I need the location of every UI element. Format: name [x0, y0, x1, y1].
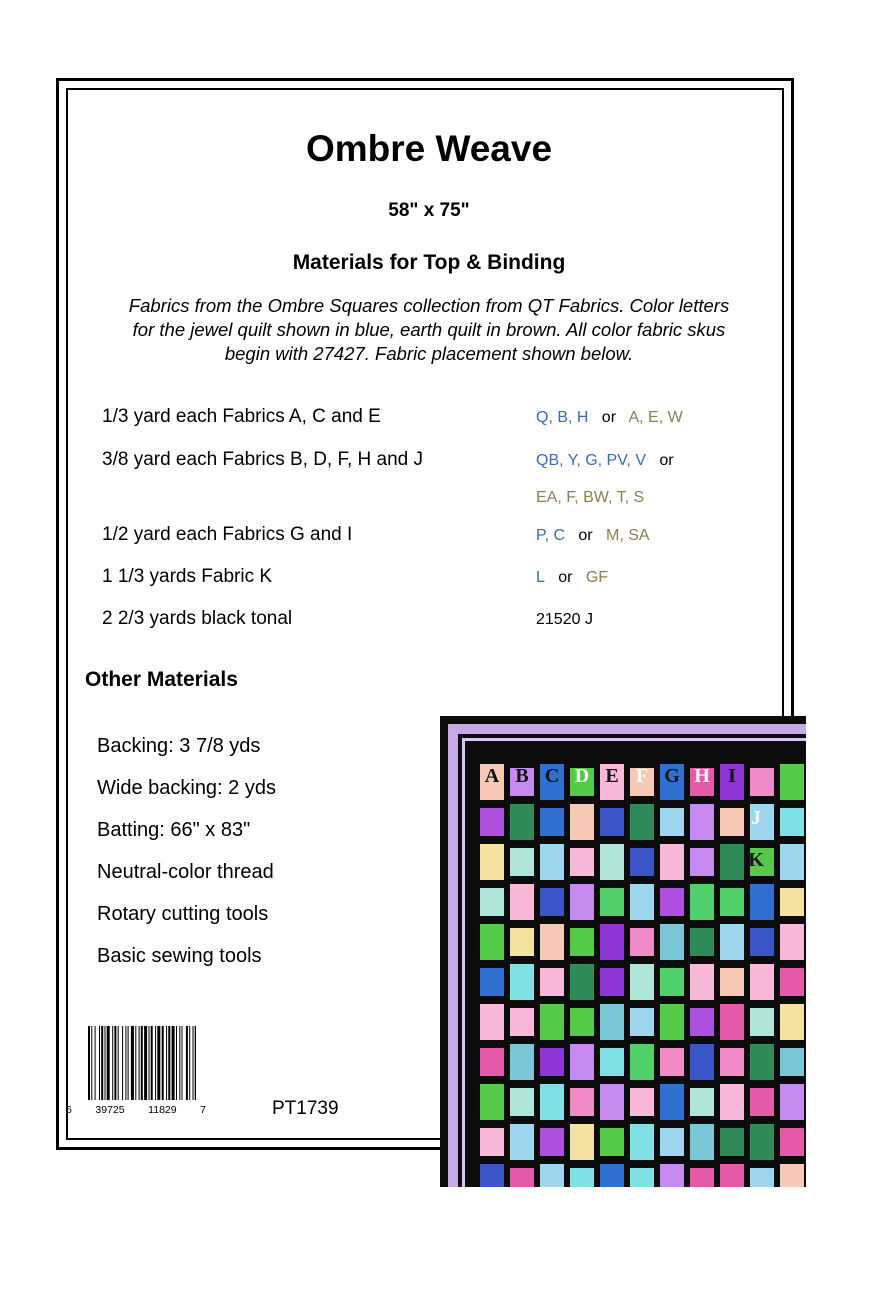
quilt-block — [780, 844, 804, 880]
quilt-block — [720, 844, 744, 880]
quilt-block — [660, 1128, 684, 1156]
quilt-block — [630, 1168, 654, 1187]
other-item: Batting: 66" x 83" — [97, 819, 251, 841]
material-sku — [536, 569, 608, 587]
material-item: 1/2 yard each Fabrics G and I — [102, 524, 353, 545]
quilt-block — [540, 1128, 564, 1156]
quilt-size: 58" x 75" — [388, 200, 470, 221]
quilt-block — [750, 964, 774, 1000]
description-line: for the jewel quilt shown in blue, earth quilt in brown. All color fabric skus — [132, 319, 726, 340]
quilt-block — [510, 1088, 534, 1116]
quilt-block — [720, 1084, 744, 1120]
quilt-block — [750, 1008, 774, 1036]
quilt-block — [690, 884, 714, 920]
quilt-border — [448, 724, 806, 734]
quilt-block — [660, 844, 684, 880]
quilt-block — [510, 1044, 534, 1080]
quilt-block — [750, 884, 774, 920]
material-item: 1/3 yard each Fabrics A, C and E — [102, 406, 381, 427]
quilt-block — [780, 888, 804, 916]
quilt-block — [630, 1044, 654, 1080]
quilt-border — [462, 738, 806, 741]
quilt-block — [720, 1048, 744, 1076]
or-text: or — [558, 569, 573, 586]
description — [78, 294, 780, 366]
quilt-block — [690, 964, 714, 1000]
quilt-block — [480, 1004, 504, 1040]
jewel-sku: QB, Y, G, PV, V — [536, 452, 646, 469]
quilt-block — [600, 844, 624, 880]
quilt-block — [480, 968, 504, 996]
quilt-border — [448, 724, 458, 1187]
quilt-block — [690, 1044, 714, 1080]
quilt-block — [720, 924, 744, 960]
quilt-block — [540, 1164, 564, 1187]
quilt-block — [480, 888, 504, 916]
barcode-digit: 7 — [200, 1104, 206, 1116]
quilt-block — [510, 964, 534, 1000]
quilt-block — [600, 888, 624, 916]
quilt-block — [540, 808, 564, 836]
quilt-block — [510, 848, 534, 876]
quilt-block — [660, 1164, 684, 1187]
quilt-block — [510, 804, 534, 840]
quilt-letter-label: A — [484, 765, 500, 787]
earth-sku: GF — [585, 569, 609, 586]
quilt-block — [480, 1128, 504, 1156]
quilt-block — [600, 1164, 624, 1187]
pattern-code: PT1739 — [272, 1098, 339, 1119]
quilt-letter-label: D — [574, 765, 590, 787]
quilt-block — [750, 768, 774, 796]
quilt-block — [570, 884, 594, 920]
quilt-block — [540, 1048, 564, 1076]
quilt-block — [630, 1008, 654, 1036]
quilt-block — [720, 1164, 744, 1187]
quilt-block — [510, 1008, 534, 1036]
quilt-block — [750, 928, 774, 956]
barcode-digit: 11829 — [148, 1104, 177, 1116]
material-item: 2 2/3 yards black tonal — [102, 608, 293, 629]
quilt-block — [750, 1088, 774, 1116]
quilt-block — [690, 804, 714, 840]
quilt-block — [690, 1124, 714, 1160]
jewel-sku: Q, B, H — [536, 409, 589, 426]
quilt-block — [780, 1084, 804, 1120]
quilt-block — [540, 888, 564, 916]
or-text: or — [659, 452, 674, 469]
other-item: Basic sewing tools — [97, 945, 262, 967]
earth-sku: M, SA — [605, 527, 650, 544]
description-line: begin with 27427. Fabric placement shown below. — [224, 343, 634, 364]
quilt-block — [780, 808, 804, 836]
material-sku — [536, 527, 650, 545]
quilt-block — [540, 924, 564, 960]
quilt-block — [600, 808, 624, 836]
quilt-block — [630, 928, 654, 956]
quilt-letter-label: K — [748, 849, 764, 871]
quilt-block — [720, 968, 744, 996]
quilt-block — [780, 1004, 804, 1040]
black-tonal-sku: 21520 J — [536, 611, 593, 628]
quilt-block — [540, 844, 564, 880]
quilt-border — [462, 738, 465, 1187]
other-item: Neutral-color thread — [97, 861, 274, 883]
quilt-block — [480, 924, 504, 960]
quilt-letter-label: C — [544, 765, 560, 787]
quilt-block — [600, 1084, 624, 1120]
barcode-digit: 39725 — [95, 1104, 125, 1116]
quilt-block — [600, 1048, 624, 1076]
quilt-block — [630, 804, 654, 840]
earth-sku: EA, F, BW, T, S — [536, 489, 645, 506]
quilt-block — [570, 1124, 594, 1160]
quilt-block — [660, 924, 684, 960]
quilt-block — [660, 1048, 684, 1076]
description-line: Fabrics from the Ombre Squares collection from QT Fabrics. Color letters — [128, 295, 730, 316]
quilt-block — [510, 884, 534, 920]
pattern-title: Ombre Weave — [305, 128, 553, 169]
quilt-block — [630, 964, 654, 1000]
quilt-block — [600, 924, 624, 960]
quilt-block — [750, 1044, 774, 1080]
quilt-block — [480, 844, 504, 880]
quilt-letter-label: J — [751, 807, 761, 829]
quilt-block — [660, 888, 684, 916]
other-item: Wide backing: 2 yds — [97, 777, 276, 799]
barcode-digits — [66, 1104, 206, 1116]
quilt-block — [510, 1168, 534, 1187]
jewel-sku: P, C — [536, 527, 566, 544]
quilt-block — [540, 1084, 564, 1120]
quilt-block — [540, 968, 564, 996]
quilt-block — [720, 1004, 744, 1040]
jewel-sku: L — [536, 569, 545, 586]
other-item: Rotary cutting tools — [97, 903, 269, 925]
quilt-block — [780, 968, 804, 996]
quilt-block — [780, 1164, 804, 1187]
quilt-block — [720, 1128, 744, 1156]
material-sku — [536, 409, 683, 427]
material-sku — [536, 452, 674, 470]
other-item: Backing: 3 7/8 yds — [97, 735, 261, 757]
material-sku-continued — [536, 489, 644, 507]
quilt-block — [630, 884, 654, 920]
quilt-block — [510, 928, 534, 956]
quilt-letter-label: G — [664, 765, 680, 787]
quilt-letter-label: H — [694, 765, 710, 787]
quilt-block — [660, 808, 684, 836]
quilt-block — [780, 764, 804, 800]
quilt-block — [600, 968, 624, 996]
quilt-block — [780, 1128, 804, 1156]
quilt-letter-label: B — [515, 765, 529, 787]
quilt-block — [750, 1124, 774, 1160]
quilt-block — [480, 808, 504, 836]
quilt-block — [540, 1004, 564, 1040]
quilt-block — [570, 1088, 594, 1116]
quilt-block — [690, 928, 714, 956]
quilt-block — [720, 808, 744, 836]
quilt-block — [570, 1044, 594, 1080]
quilt-block — [630, 1124, 654, 1160]
quilt-block — [660, 1084, 684, 1120]
quilt-block — [690, 1008, 714, 1036]
quilt-block — [630, 1088, 654, 1116]
quilt-block — [570, 964, 594, 1000]
quilt-photo — [440, 716, 806, 1187]
quilt-block — [570, 804, 594, 840]
quilt-letter-label: F — [635, 765, 649, 787]
quilt-block — [600, 1128, 624, 1156]
quilt-block — [480, 1084, 504, 1120]
quilt-block — [570, 928, 594, 956]
material-item: 3/8 yard each Fabrics B, D, F, H and J — [102, 449, 424, 470]
quilt-block — [690, 1088, 714, 1116]
quilt-block — [720, 888, 744, 916]
material-item: 1 1/3 yards Fabric K — [102, 566, 273, 587]
quilt-block — [630, 848, 654, 876]
quilt-block — [570, 848, 594, 876]
quilt-block — [780, 1048, 804, 1076]
quilt-block — [690, 848, 714, 876]
quilt-block — [600, 1004, 624, 1040]
earth-sku: A, E, W — [628, 409, 683, 426]
quilt-block — [570, 1008, 594, 1036]
quilt-letter-label: E — [605, 765, 619, 787]
material-sku — [536, 611, 593, 629]
materials-heading: Materials for Top & Binding — [292, 251, 566, 274]
quilt-block — [480, 1164, 504, 1187]
quilt-block — [570, 1168, 594, 1187]
quilt-block — [510, 1124, 534, 1160]
quilt-block — [780, 924, 804, 960]
barcode-digit: 6 — [66, 1104, 72, 1116]
quilt-block — [660, 1004, 684, 1040]
quilt-block — [660, 968, 684, 996]
quilt-block — [480, 1048, 504, 1076]
quilt-block — [690, 1168, 714, 1187]
quilt-letter-label: I — [728, 765, 736, 787]
or-text: or — [601, 409, 617, 426]
or-text: or — [578, 527, 593, 544]
quilt-block — [750, 1168, 774, 1187]
barcode — [88, 1026, 196, 1100]
other-materials-heading: Other Materials — [85, 668, 238, 691]
